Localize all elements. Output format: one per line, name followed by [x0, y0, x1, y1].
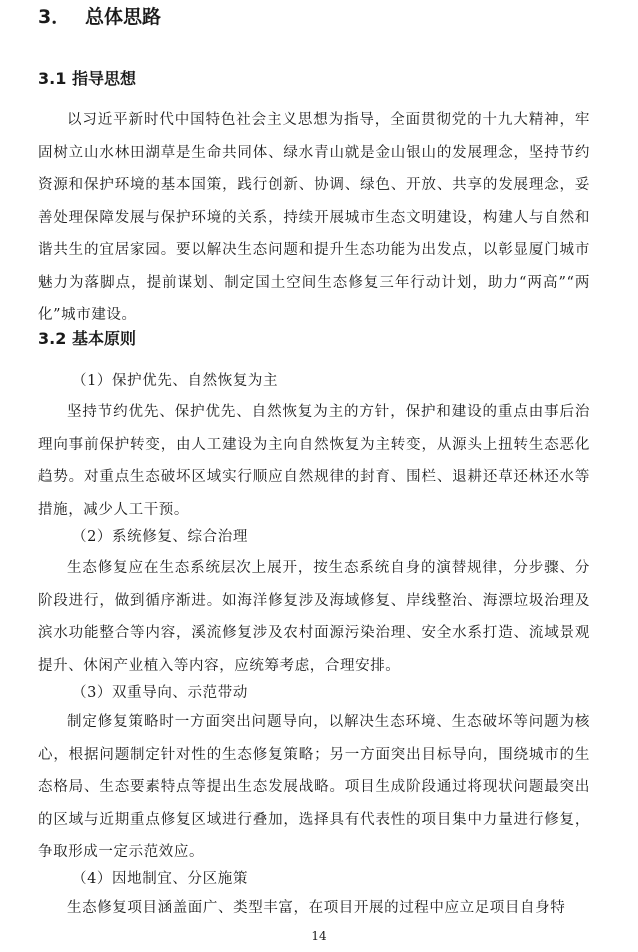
subsection-number: 3.1: [38, 69, 67, 88]
page-number: 14: [311, 929, 327, 943]
section-number: 3．: [38, 6, 71, 28]
principle-paragraph: 制定修复策略时一方面突出问题导向，以解决生态环境、生态破坏等问题为核心，根据问题制定针对性的生态修复策略；另一方面突出目标导向，围绕城市的生态格局、生态要素特点等提出生态发展战略。项目生成阶段通过将现状问题最突出的区域与近期重点修复区域进行叠加，选择具有代表性的项目集中力量进行修复，争取形成一定示范效应。: [38, 714, 590, 860]
subsection-heading-principles: [38, 326, 136, 352]
guiding-paragraph: 以习近平新时代中国特色社会主义思想为指导，全面贯彻党的十九大精神，牢固树立山水林田湖草是生命共同体、绿水青山就是金山银山的发展理念，坚持节约资源和保护环境的基本国策，践行创新、协调、绿色、开放、共享的发展理念，妥善处理保障发展与保护环境的关系，持续开展城市生态文明建设，构建人与自然和谐共生的宜居家园。要以解决生态问题和提升生态功能为出发点，以彰显厦门城市魅力为落脚点，提前谋划、制定国土空间生态修复三年行动计划，助力“两高”“两化”城市建设。: [38, 112, 590, 323]
subsection-number: 3.2: [38, 329, 67, 348]
section-heading: [38, 2, 161, 32]
subsection-heading-guiding: [38, 66, 136, 92]
principle-paragraph: 坚持节约优先、保护优先、自然恢复为主的方针，保护和建设的重点由事后治理向事前保护转变，由人工建设为主向自然恢复为主转变，从源头上扭转生态恶化趋势。对重点生态破坏区域实行顺应自然规律的封育、围栏、退耕还草还林还水等措施，减少人工干预。: [38, 404, 590, 518]
principle-heading: （2）系统修复、综合治理: [72, 529, 248, 545]
principle-heading: （4）因地制宜、分区施策: [72, 871, 248, 887]
section-title: 总体思路: [85, 6, 162, 28]
subsection-title: 指导思想: [72, 69, 137, 88]
principle-paragraph: 生态修复项目涵盖面广、类型丰富，在项目开展的过程中应立足项目自身特: [67, 900, 566, 916]
principle-paragraph: 生态修复应在生态系统层次上展开，按生态系统自身的演替规律，分步骤、分阶段进行，做到循序渐进。如海洋修复涉及海域修复、岸线整治、海漂垃圾治理及滨水功能整合等内容，溪流修复涉及农村面源污染治理、安全水系打造、流域景观提升、休闲产业植入等内容，应统筹考虑，合理安排。: [38, 560, 590, 674]
subsection-title: 基本原则: [72, 329, 137, 348]
principle-heading: （3）双重导向、示范带动: [72, 685, 248, 701]
principle-heading: （1）保护优先、自然恢复为主: [72, 373, 279, 389]
